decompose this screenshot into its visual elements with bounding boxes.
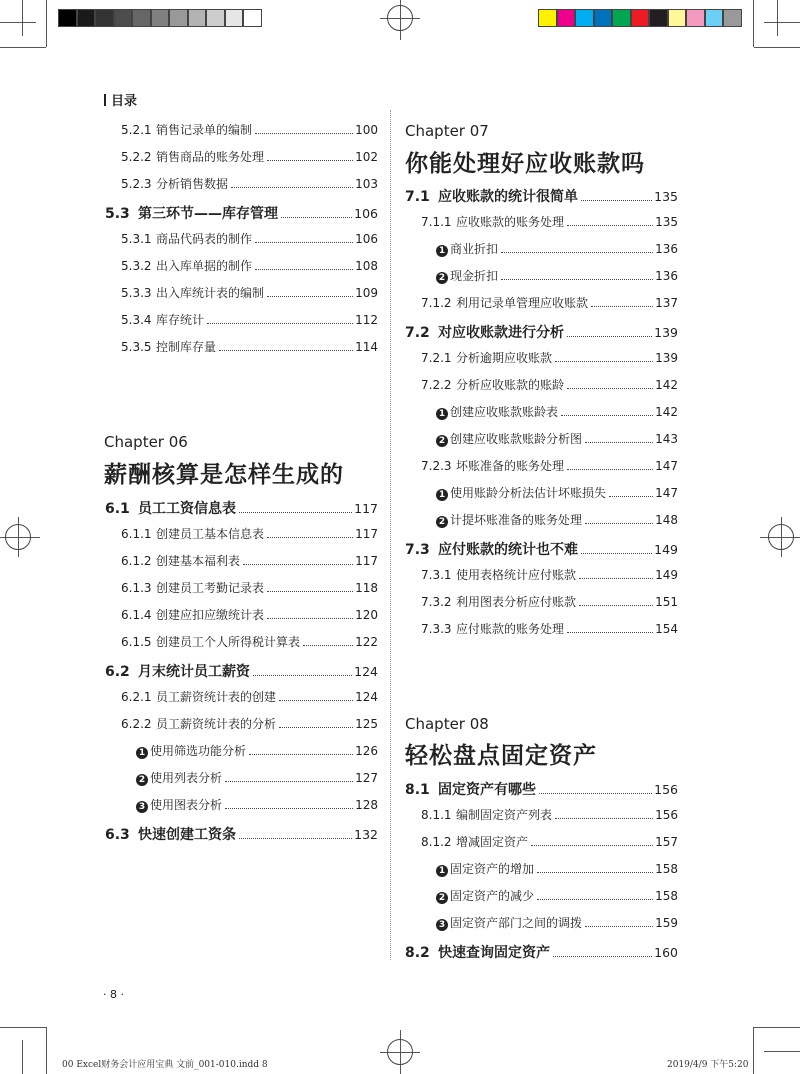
toc-entry[interactable] [121,715,378,733]
entry-title: 月末统计员工薪资 [138,664,250,680]
crop-mark [764,22,800,23]
entry-title: 固定资产有哪些 [438,782,536,798]
crop-mark [22,0,23,36]
toc-entry[interactable] [421,213,678,231]
entry-title: 分析销售数据 [156,177,229,191]
entry-page: 106 [354,206,378,221]
toc-entry[interactable] [121,579,378,597]
dot-leader [555,361,653,362]
dot-leader [249,754,353,755]
entry-title: 创建员工个人所得税计算表 [156,635,301,649]
toc-entry[interactable] [436,887,678,905]
entry-number: 7.2.3 [421,459,452,473]
toc-entry[interactable] [421,620,678,638]
entry-title: 销售商品的账务处理 [156,150,265,164]
entry-title: 应收账款的统计很简单 [438,189,578,205]
registration-mark [387,1039,413,1065]
entry-number: 5.3.1 [121,232,152,246]
entry-page: 102 [355,150,378,164]
toc-entry[interactable] [421,593,678,611]
toc-entry[interactable] [436,914,678,932]
entry-page: 117 [355,554,378,568]
entry-title: 应付账款的账务处理 [456,622,565,636]
entry-title: 固定资产的增加 [450,862,535,876]
entry-title: 库存统计 [156,313,205,327]
entry-title: 快速创建工资条 [138,827,236,843]
dot-leader [501,252,653,253]
toc-entry[interactable] [105,203,378,221]
toc-entry[interactable] [121,175,378,193]
gray-swatch [114,9,133,27]
entry-page: 154 [655,622,678,636]
crop-mark [46,0,47,47]
toc-entry[interactable] [405,322,678,340]
crop-mark [754,1027,800,1028]
gray-swatch [132,9,151,27]
toc-entry[interactable] [105,824,378,842]
gray-swatch [206,9,225,27]
entry-number: 5.3.3 [121,286,152,300]
entry-number: 8.1 [405,782,430,798]
dot-leader [567,225,653,226]
number-circle-icon: 1 [436,408,448,420]
dot-leader [537,899,653,900]
color-swatch [686,9,705,27]
entry-number: 6.3 [105,827,130,843]
dot-leader [255,133,353,134]
footer-file: 00 Excel财务会计应用宝典 文前_001-010.indd 8 [62,1060,268,1070]
toc-entry[interactable] [105,661,378,679]
entry-page: 148 [655,513,678,527]
crop-mark [0,22,36,23]
entry-page: 135 [655,215,678,229]
entry-page: 106 [355,232,378,246]
chapter-label: Chapter 06 [104,433,188,451]
entry-page: 160 [654,945,678,960]
entry-title: 分析逾期应收账款 [456,351,553,365]
number-circle-icon: 2 [436,516,448,528]
toc-entry[interactable] [436,860,678,878]
entry-title: 销售记录单的编制 [156,123,253,137]
entry-page: 151 [655,595,678,609]
gray-swatch [188,9,207,27]
entry-title: 创建基本福利表 [156,554,241,568]
entry-page: 147 [655,486,678,500]
entry-number: 6.2.2 [121,717,152,731]
gray-swatch [77,9,96,27]
entry-title: 固定资产部门之间的调拨 [450,916,583,930]
entry-number: 8.2 [405,945,430,961]
entry-title: 创建应收账款账龄分析图 [450,432,583,446]
entry-page: 136 [655,242,678,256]
dot-leader [579,605,653,606]
dot-leader [585,926,653,927]
dot-leader [267,296,353,297]
entry-page: 142 [655,405,678,419]
color-swatch [557,9,576,27]
dot-leader [567,336,652,337]
toc-entry[interactable] [421,457,678,475]
dot-leader [253,675,352,676]
dot-leader [561,415,653,416]
chapter-title: 轻松盘点固定资产 [405,743,597,769]
color-swatch [723,9,742,27]
toc-entry[interactable] [136,796,378,814]
entry-title: 控制库存量 [156,340,217,354]
dot-leader [267,618,353,619]
color-swatch [649,9,668,27]
entry-number: 5.2.3 [121,177,152,191]
entry-title: 编制固定资产列表 [456,808,553,822]
entry-page: 149 [654,542,678,557]
chapter-title: 薪酬核算是怎样生成的 [104,462,344,488]
entry-number: 7.2.2 [421,378,452,392]
toc-entry[interactable] [421,349,678,367]
chapter-title: 你能处理好应收账款吗 [405,151,645,177]
color-swatch [612,9,631,27]
dot-leader [537,872,653,873]
color-swatch [594,9,613,27]
entry-number: 7.3.2 [421,595,452,609]
entry-number: 7.3.1 [421,568,452,582]
entry-title: 创建应收账款账龄表 [450,405,559,419]
entry-number: 5.2.2 [121,150,152,164]
number-circle-icon: 3 [136,801,148,813]
entry-number: 6.2 [105,664,130,680]
entry-page: 156 [654,782,678,797]
entry-number: 6.1.5 [121,635,152,649]
crop-mark [777,0,778,36]
entry-page: 137 [655,296,678,310]
entry-title: 快速查询固定资产 [438,945,550,961]
entry-page: 128 [355,798,378,812]
number-circle-icon: 1 [436,245,448,257]
dot-leader [255,269,353,270]
toc-entry[interactable] [421,294,678,312]
color-swatch [538,9,557,27]
entry-title: 使用表格统计应付账款 [456,568,577,582]
dot-leader [219,350,353,351]
toc-entry[interactable] [436,511,678,529]
entry-title: 应付账款的统计也不难 [438,542,578,558]
registration-mark [387,5,413,31]
chapter-label: Chapter 07 [405,122,489,140]
page-number: · 8 · [103,988,124,1001]
dot-leader [243,564,353,565]
entry-title: 分析应收账款的账龄 [456,378,565,392]
section-header: 目录 [104,90,137,109]
entry-number: 7.2.1 [421,351,452,365]
entry-title: 固定资产的减少 [450,889,535,903]
dot-leader [207,323,353,324]
entry-page: 103 [355,177,378,191]
entry-page: 117 [355,527,378,541]
entry-title: 使用列表分析 [150,771,223,785]
toc-entry[interactable] [421,833,678,851]
toc-entry[interactable] [105,498,378,516]
entry-number: 6.1.3 [121,581,152,595]
entry-number: 6.1.4 [121,608,152,622]
entry-page: 139 [655,351,678,365]
toc-entry[interactable] [121,121,378,139]
dot-leader [281,217,352,218]
toc-entry[interactable] [121,230,378,248]
entry-number: 8.1.1 [421,808,452,822]
gray-swatch [225,9,244,27]
entry-title: 出入库单据的制作 [156,259,253,273]
toc-entry[interactable] [436,430,678,448]
dot-leader [531,845,653,846]
registration-mark [768,524,794,550]
dot-leader [267,160,353,161]
dot-leader [279,727,353,728]
toc-entry[interactable] [121,257,378,275]
dot-leader [609,496,653,497]
toc-entry[interactable] [405,779,678,797]
number-circle-icon: 2 [436,272,448,284]
entry-title: 应收账款的账务处理 [456,215,565,229]
number-circle-icon: 3 [436,919,448,931]
entry-title: 员工工资信息表 [138,501,236,517]
entry-page: 100 [355,123,378,137]
dot-leader [539,793,652,794]
entry-title: 创建员工考勤记录表 [156,581,265,595]
entry-page: 112 [355,313,378,327]
entry-page: 132 [354,827,378,842]
crop-mark [46,1027,47,1074]
entry-number: 6.2.1 [121,690,152,704]
gray-swatch [169,9,188,27]
gray-swatch [243,9,262,27]
entry-title: 商品代码表的制作 [156,232,253,246]
crop-mark [764,1051,800,1052]
toc-entry[interactable] [421,566,678,584]
entry-title: 计提坏账准备的账务处理 [450,513,583,527]
toc-entry[interactable] [121,606,378,624]
entry-title: 使用图表分析 [150,798,223,812]
toc-entry[interactable] [436,267,678,285]
chapter-label: Chapter 08 [405,715,489,733]
dot-leader [567,632,653,633]
dot-leader [553,956,652,957]
entry-number: 5.3 [105,206,130,222]
entry-page: 108 [355,259,378,273]
dot-leader [567,388,653,389]
entry-title: 坏账准备的账务处理 [456,459,565,473]
entry-number: 5.2.1 [121,123,152,137]
color-swatch [631,9,650,27]
dot-leader [555,818,653,819]
dot-leader [579,578,653,579]
entry-page: 126 [355,744,378,758]
entry-number: 5.3.4 [121,313,152,327]
gray-swatch [151,9,170,27]
toc-entry[interactable] [405,539,678,557]
toc-entry[interactable] [121,148,378,166]
entry-page: 159 [655,916,678,930]
entry-title: 利用图表分析应付账款 [456,595,577,609]
entry-title: 第三环节——库存管理 [138,206,278,222]
entry-number: 5.3.2 [121,259,152,273]
dot-leader [585,442,653,443]
entry-title: 使用账龄分析法估计坏账损失 [450,486,607,500]
footer-timestamp: 2019/4/9 下午5:20 [667,1060,749,1070]
dot-leader [567,469,653,470]
number-circle-icon: 1 [136,747,148,759]
entry-page: 118 [355,581,378,595]
entry-page: 117 [354,501,378,516]
dot-leader [267,537,353,538]
entry-title: 现金折扣 [450,269,499,283]
entry-page: 158 [655,889,678,903]
entry-title: 员工薪资统计表的创建 [156,690,277,704]
entry-number: 6.1 [105,501,130,517]
entry-page: 127 [355,771,378,785]
dot-leader [267,591,353,592]
toc-entry[interactable] [405,186,678,204]
dot-leader [255,242,353,243]
entry-title: 创建员工基本信息表 [156,527,265,541]
entry-title: 员工薪资统计表的分析 [156,717,277,731]
toc-entry[interactable] [121,552,378,570]
color-swatch [705,9,724,27]
entry-number: 7.3 [405,542,430,558]
dot-leader [231,187,353,188]
entry-number: 7.1 [405,189,430,205]
entry-page: 149 [655,568,678,582]
entry-title: 对应收账款进行分析 [438,325,564,341]
entry-page: 109 [355,286,378,300]
entry-page: 136 [655,269,678,283]
crop-mark [753,1027,754,1074]
entry-title: 利用记录单管理应收账款 [456,296,589,310]
toc-entry[interactable] [436,240,678,258]
number-circle-icon: 2 [436,892,448,904]
dot-leader [591,306,653,307]
entry-number: 6.1.1 [121,527,152,541]
crop-mark [22,1040,23,1074]
entry-page: 139 [654,325,678,340]
toc-entry[interactable] [121,633,378,651]
entry-page: 114 [355,340,378,354]
dot-leader [581,553,652,554]
entry-title: 创建应扣应缴统计表 [156,608,265,622]
entry-page: 158 [655,862,678,876]
dot-leader [225,781,353,782]
dot-leader [239,838,352,839]
column-divider [390,110,391,960]
toc-entry[interactable] [121,688,378,706]
dot-leader [585,523,653,524]
crop-mark [0,47,46,48]
toc-entry[interactable] [136,769,378,787]
dot-leader [279,700,353,701]
toc-entry[interactable] [136,742,378,760]
entry-title: 增减固定资产 [456,835,529,849]
entry-title: 商业折扣 [450,242,499,256]
entry-page: 125 [355,717,378,731]
number-circle-icon: 2 [436,435,448,447]
registration-mark [5,524,31,550]
entry-title: 使用筛选功能分析 [150,744,247,758]
entry-number: 7.1.2 [421,296,452,310]
crop-mark [0,1027,46,1028]
dot-leader [581,200,652,201]
dot-leader [239,512,352,513]
entry-page: 143 [655,432,678,446]
color-swatch [668,9,687,27]
entry-number: 7.1.1 [421,215,452,229]
toc-entry[interactable] [421,376,678,394]
entry-page: 124 [355,690,378,704]
crop-mark [754,47,800,48]
toc-entry[interactable] [421,806,678,824]
entry-number: 7.2 [405,325,430,341]
number-circle-icon: 1 [436,865,448,877]
entry-page: 157 [655,835,678,849]
entry-page: 124 [354,664,378,679]
number-circle-icon: 1 [436,489,448,501]
entry-page: 135 [654,189,678,204]
gray-swatch [58,9,77,27]
dot-leader [303,645,353,646]
entry-number: 8.1.2 [421,835,452,849]
entry-number: 7.3.3 [421,622,452,636]
gray-swatch [95,9,114,27]
entry-number: 6.1.2 [121,554,152,568]
toc-entry[interactable] [121,311,378,329]
entry-page: 142 [655,378,678,392]
toc-entry[interactable] [121,338,378,356]
toc-entry[interactable] [121,284,378,302]
number-circle-icon: 2 [136,774,148,786]
entry-title: 出入库统计表的编制 [156,286,265,300]
entry-page: 122 [355,635,378,649]
entry-page: 147 [655,459,678,473]
entry-page: 120 [355,608,378,622]
entry-page: 156 [655,808,678,822]
color-swatch [575,9,594,27]
toc-entry[interactable] [121,525,378,543]
dot-leader [225,808,353,809]
entry-number: 5.3.5 [121,340,152,354]
dot-leader [501,279,653,280]
crop-mark [753,0,754,47]
toc-entry[interactable] [405,942,678,960]
toc-entry[interactable] [436,484,678,502]
toc-entry[interactable] [436,403,678,421]
